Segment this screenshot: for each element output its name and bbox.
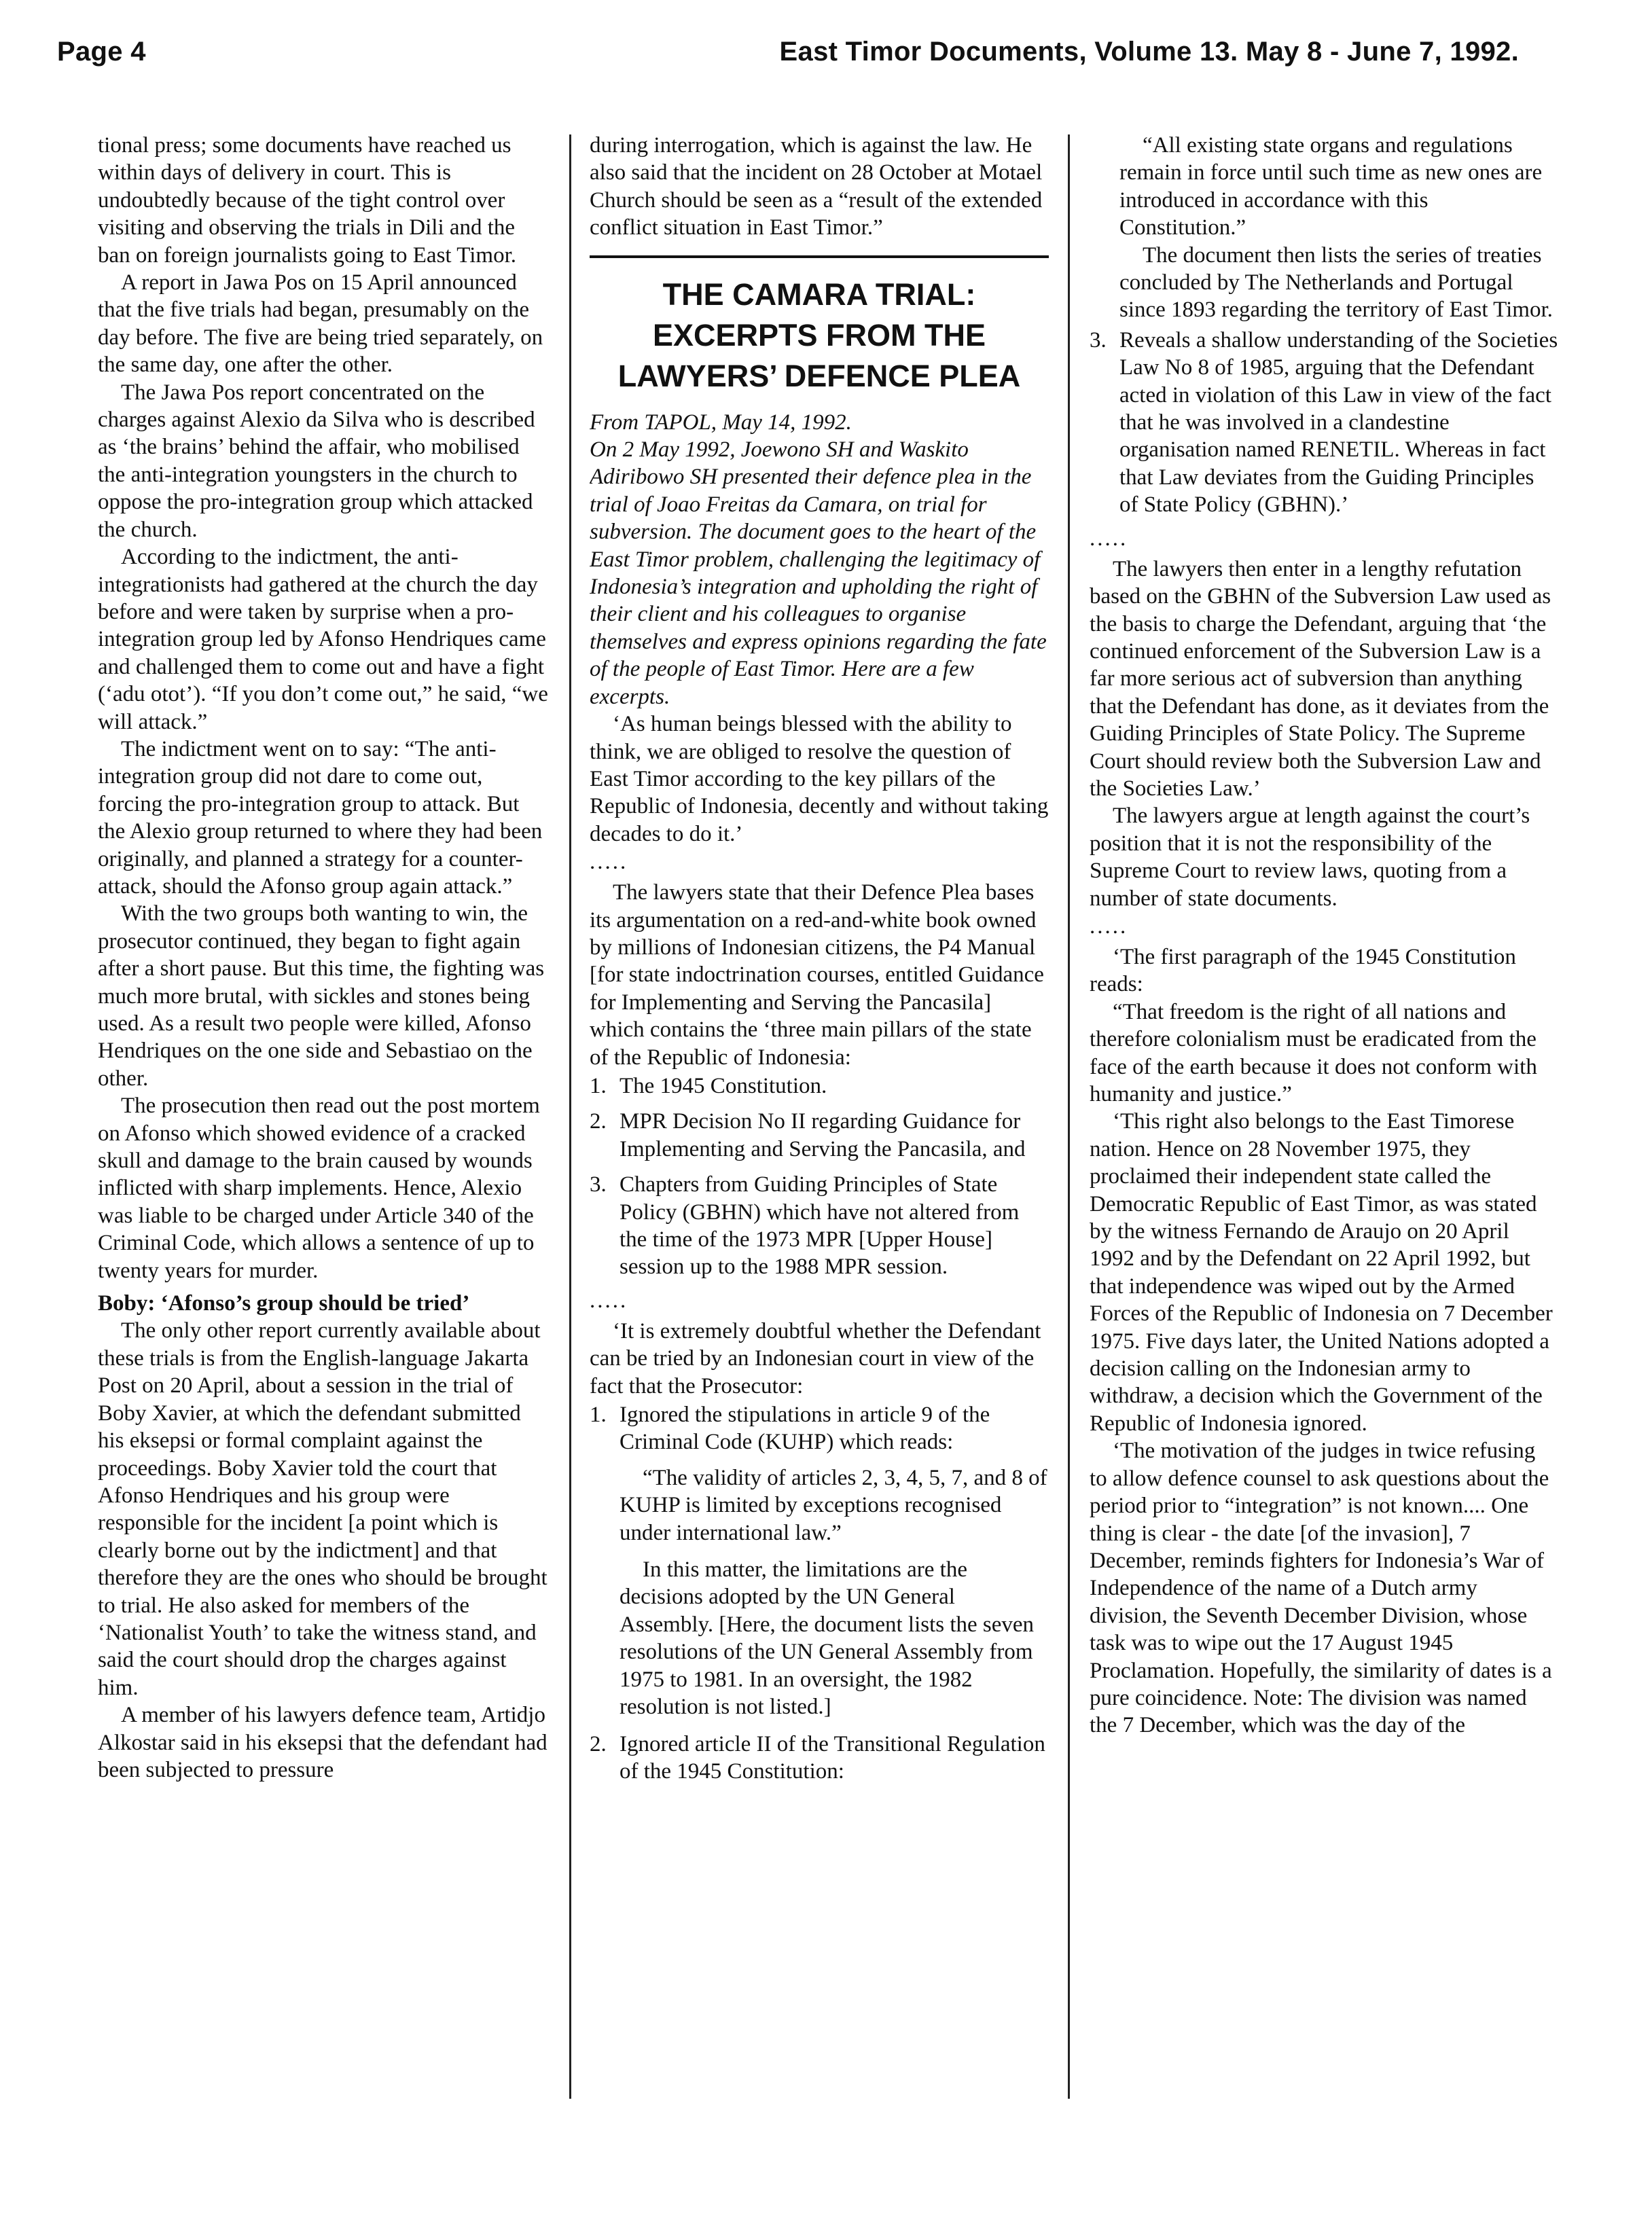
paragraph: A member of his lawyers defence team, Artidjo Alkostar said in his eksepsi that the defendant had been subjected to pressure bbox=[98, 1703, 547, 1782]
ellipsis-separator: ..... bbox=[590, 1288, 628, 1313]
list-item bbox=[590, 1072, 1049, 1100]
paragraph: during interrogation, which is against the law. He also said that the incident on 28 October at Motael Church should be seen as a “result of the extended conflict situation in East Timor.” bbox=[590, 133, 1043, 240]
quote-paragraph: “The validity of articles 2, 3, 4, 5, 7, and 8 of KUHP is limited by exceptions recognised under international law.” bbox=[620, 1465, 1047, 1545]
article-title-line: EXCERPTS FROM THE bbox=[652, 317, 986, 353]
article-separator-rule bbox=[590, 255, 1049, 258]
ellipsis-separator: ..... bbox=[1090, 914, 1128, 939]
list-text: Reveals a shallow understanding of the Societies Law No 8 of 1985, arguing that the Defendant acted in violation of this Law in view of the fact that he was involved in a clandestine organisation named RENETIL. Whereas in fact that Law deviates from the Guiding Principles of State Policy (GBHN).’ bbox=[1119, 327, 1558, 518]
list-number: 1. bbox=[590, 1403, 607, 1428]
pillars-list bbox=[590, 1072, 1049, 1281]
column-divider-right bbox=[1068, 134, 1070, 2099]
section-subheading: Boby: ‘Afonso’s group should be tried’ bbox=[98, 1291, 470, 1316]
list-text: Ignored the stipulations in article 9 of the Criminal Code (KUHP) which reads: bbox=[620, 1403, 990, 1455]
ellipsis-separator: ..... bbox=[1090, 526, 1128, 551]
paragraph: tional press; some documents have reached us within days of delivery in court. This is undoubtedly because of the tight control over visiting and observing the trials in Dili and the ban on foreign journalists going to East Timor. bbox=[98, 133, 516, 268]
article-title-line: THE CAMARA TRIAL: bbox=[662, 276, 976, 312]
paragraph: The only other report currently available about these trials is from the English-language Jakarta Post on 20 April, about a session in the trial of Boby Xavier, at which the defendant submitted his eksepsi or formal complaint against the proceedings. Boby Xavier told the court that Afonso Hendriques and his group were responsible for the incident [a point which is clearly borne out by the indictment] and that therefore they are the ones who should be brought to trial. He also asked for members of the ‘Nationalist Youth’ to take the witness stand, and said the court should drop the charges against him. bbox=[98, 1318, 547, 1700]
paragraph: ‘The first paragraph of the 1945 Constitution reads: bbox=[1090, 944, 1516, 997]
list-number: 1. bbox=[590, 1073, 607, 1098]
paragraph: The indictment went on to say: “The anti-integration group did not dare to come out, forcing the pro-integration group to attack. But the Alexio group returned to where they had been originally, and planned a strategy for a counter-attack, should the Afonso group again attack.” bbox=[98, 736, 543, 899]
page-header bbox=[57, 30, 1519, 73]
prosecutor-list bbox=[590, 1731, 1049, 1786]
column-divider-left bbox=[569, 134, 571, 2099]
paragraph: The Jawa Pos report concentrated on the charges against Alexio da Silva who is described as ‘the brains’ behind the affair, who mobilised the anti-integration youngsters in the church to oppose the pro-integration group which attacked the church. bbox=[98, 380, 535, 542]
paragraph: “That freedom is the right of all nations and therefore colonialism must be eradicated from the face of the earth because it does not conform with humanity and justice.” bbox=[1090, 999, 1537, 1106]
column-2 bbox=[590, 132, 1049, 2133]
list-text: The 1945 Constitution. bbox=[620, 1073, 827, 1098]
paragraph: ‘This right also belongs to the East Timorese nation. Hence on 28 November 1975, they proclaimed their independent state called the Democratic Republic of East Timor, as was stated by the witness Fernando de Araujo on 20 April 1992 and by the Defendant on 22 April 1992, but that independence was wiped out by the Armed Forces of the Republic of Indonesia on 7 December 1975. Five days later, the United Nations adopted a decision calling on the Indonesian army to withdraw, a decision which the Government of the Republic of Indonesia ignored. bbox=[1090, 1109, 1553, 1436]
block-quote bbox=[1090, 132, 1558, 324]
list-item bbox=[590, 1108, 1049, 1163]
prosecutor-list bbox=[1090, 327, 1558, 519]
list-number: 3. bbox=[1090, 327, 1107, 353]
paragraph: The prosecution then read out the post mortem on Afonso which showed evidence of a cracked skull and damage to the brain caused by wounds inflicted with sharp implements. Hence, Alexio was liable to be charged under Article 340 of the Criminal Code, which allows a sentence of up to twenty years for murder. bbox=[98, 1094, 540, 1283]
column-1 bbox=[98, 132, 550, 2133]
block-quote bbox=[590, 1464, 1049, 1721]
quote-paragraph: “All existing state organs and regulations remain in force until such time as new ones are introduced in accordance with this Constitution.” bbox=[1119, 133, 1543, 240]
list-text: Ignored article II of the Transitional Regulation of the 1945 Constitution: bbox=[620, 1731, 1045, 1784]
list-item bbox=[590, 1731, 1049, 1786]
paragraph: According to the indictment, the anti-integrationists had gathered at the church the day before and were taken by surprise when a pro-integration group led by Afonso Hendriques came and challenged them to come out and have a fight (‘adu otot’). “If you don’t come out,” he said, “we will attack.” bbox=[98, 545, 548, 734]
column-3 bbox=[1090, 132, 1558, 2133]
quote-paragraph: The document then lists the series of treaties concluded by The Netherlands and Portugal since 1893 regarding the territory of East Timor. bbox=[1119, 242, 1553, 323]
list-number: 2. bbox=[590, 1109, 607, 1134]
paragraph: ‘It is extremely doubtful whether the Defendant can be tried by an Indonesian court in view of the fact that the Prosecutor: bbox=[590, 1318, 1041, 1398]
paragraph: With the two groups both wanting to win, the prosecutor continued, they began to fight again after a short pause. But this time, the fighting was much more brutal, with sickles and stones being used. As a result two people were killed, Afonso Hendriques on the one side and Sebastiao on the other. bbox=[98, 901, 545, 1091]
article-title-line: LAWYERS’ DEFENCE PLEA bbox=[617, 358, 1021, 393]
article-source: From TAPOL, May 14, 1992. bbox=[590, 410, 852, 435]
paragraph: The lawyers state that their Defence Plea bases its argumentation on a red-and-white book owned by millions of Indonesian citizens, the P4 Manual [for state indoctrination courses, entitled Guidance for Implementing and Serving the Pancasila] which contains the ‘three main pillars of the state of the Republic of Indonesia: bbox=[590, 880, 1044, 1070]
list-text: MPR Decision No II regarding Guidance for Implementing and Serving the Pancasila, and bbox=[620, 1109, 1026, 1161]
list-number: 3. bbox=[590, 1172, 607, 1197]
list-item bbox=[590, 1171, 1049, 1281]
list-number: 2. bbox=[590, 1731, 607, 1756]
list-text: Chapters from Guiding Principles of State Policy (GBHN) which have not altered from the time of the 1973 MPR [Upper House] session up to the 1988 MPR session. bbox=[620, 1172, 1020, 1280]
paragraph: The lawyers then enter in a lengthy refutation based on the GBHN of the Subversion Law used as the basis to charge the Defendant, arguing that ‘the continued enforcement of the Subversion Law is a far more serious act of subversion than anything that the Defendant has done, as it deviates from the Guiding Principles of State Policy. The Supreme Court should review both the Subversion Law and the Societies Law.’ bbox=[1090, 556, 1551, 801]
publication-title: East Timor Documents, Volume 13. May 8 - June 7, 1992. bbox=[779, 37, 1519, 67]
paragraph: The lawyers argue at length against the court’s position that it is not the responsibility of the Supreme Court to review laws, quoting from a number of state documents. bbox=[1090, 803, 1530, 911]
article-intro: On 2 May 1992, Joewono SH and Waskito Adiribowo SH presented their defence plea in the trial of Joao Freitas da Camara, on trial for subversion. The document goes to the heart of the East Timor problem, challenging the legitimacy of Indonesia’s integration and upholding the right of their client and his colleagues to organise themselves and express opinions regarding the fate of the people of East Timor. Here are a few excerpts. bbox=[590, 437, 1047, 709]
article-title bbox=[590, 274, 1049, 397]
paragraph: A report in Jawa Pos on 15 April announced that the five trials had began, presumably on the day before. The five are being tried separately, on the same day, one after the other. bbox=[98, 270, 543, 378]
quote-paragraph: In this matter, the limitations are the decisions adopted by the UN General Assembly. [Here, the document lists the seven resolutions of the UN General Assembly from 1975 to 1981. In an oversight, the 1982 resolution is not listed.] bbox=[620, 1557, 1035, 1720]
paragraph: ‘As human beings blessed with the ability to think, we are obliged to resolve the question of East Timor according to the key pillars of the Republic of Indonesia, decently and without taking decades to do it.’ bbox=[590, 712, 1049, 846]
page-number: Page 4 bbox=[57, 37, 146, 67]
ellipsis-separator: ..... bbox=[590, 850, 628, 875]
list-item bbox=[590, 1401, 1049, 1456]
prosecutor-list bbox=[590, 1401, 1049, 1456]
list-item bbox=[1090, 327, 1558, 519]
paragraph: ‘The motivation of the judges in twice refusing to allow defence counsel to ask questions about the period prior to “integration” is not known.... One thing is clear - the date [of the invasion], 7 December, reminds fighters for Indonesia’s War of Independence of the name of a Dutch army division, the Seventh December Division, whose task was to wipe out the 17 August 1945 Proclamation. Hopefully, the similarity of dates is a pure coincidence. Note: The division was named the 7 December, which was the day of the bbox=[1090, 1439, 1552, 1738]
